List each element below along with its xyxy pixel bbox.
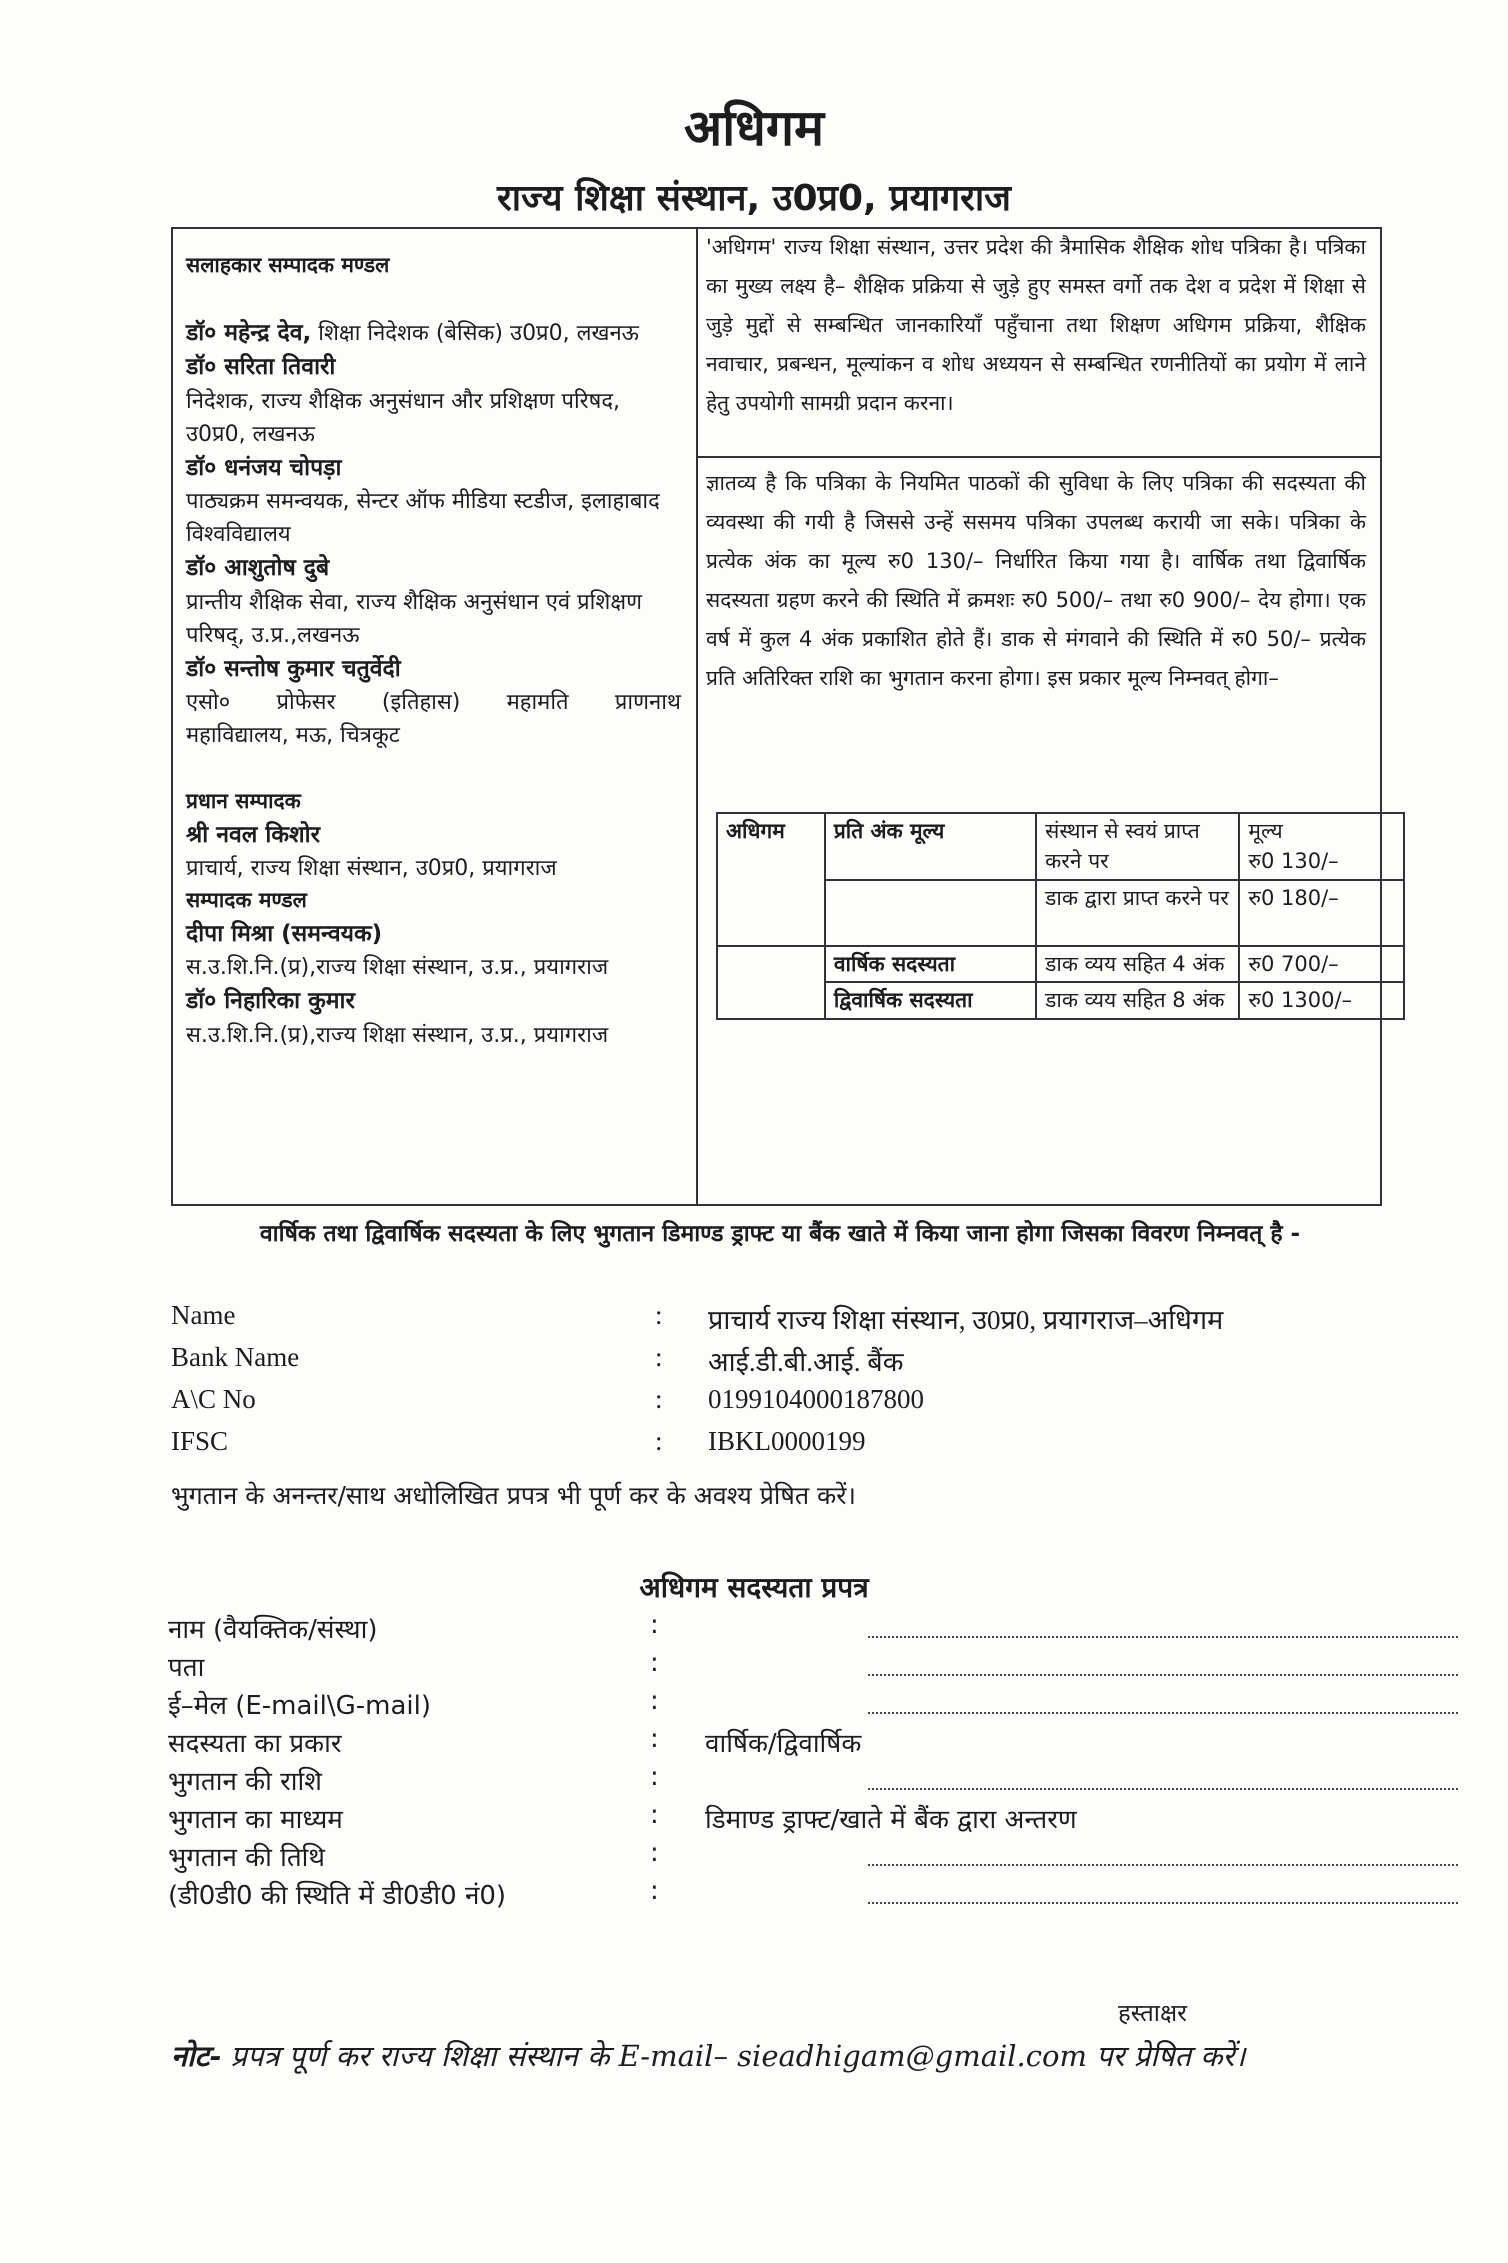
chief-editor-heading: प्रधान सम्पादक: [186, 789, 301, 813]
bank-name-label: Bank Name: [171, 1342, 300, 1372]
editorial-board-heading: सम्पादक मण्डल: [186, 888, 307, 912]
about-paragraph: 'अधिगम' राज्य शिक्षा संस्थान, उत्तर प्रदेश की त्रैमासिक शैक्षिक शोध पत्रिका है। पत्रिका का मुख्य लक्ष्य है– शैक्षिक प्रक्रिया से जुड़े हुए समस्त वर्गो तक देश व प्रदेश में शिक्षा से जुड़े मुद्दों से सम्बन्धित जानकारियाँ पहुँचाना तथा शिक्षण अधिगम प्रक्रिया, शैक्षिक नवाचार, प्रबन्धन, मूल्यांकन व शोध अध्ययन से सम्बन्धित रणनीतियों का प्रयोग में लाने हेतु उपयोगी सामग्री प्रदान करना।: [706, 235, 1366, 415]
table-cell: डाक व्यय सहित 8 अंक: [1036, 982, 1239, 1018]
bank-row: [171, 1384, 1371, 1426]
editorial-board-column: [186, 250, 681, 1052]
advisory-member-4-role: प्रान्तीय शैक्षिक सेवा, राज्य शैक्षिक अनुसंधान एवं प्रशिक्षण परिषद्, उ.प्र.,लखनऊ: [186, 589, 643, 648]
field-label: भुगतान की तिथि: [168, 1843, 326, 1873]
column-divider: [696, 227, 698, 1206]
member-role: शिक्षा निदेशक (बेसिक) उ0प्र0, लखनऊ: [311, 320, 639, 346]
form-row: [168, 1648, 1368, 1686]
membership-form: [168, 1610, 1368, 1914]
subscription-paragraph: ज्ञातव्य है कि पत्रिका के नियमित पाठकों की सुविधा के लिए पत्रिका की सदस्यता की व्यवस्था की गयी है जिससे उन्हें ससमय पत्रिका उपलब्ध करायी जा सके। पत्रिका के प्रत्येक अंक का मूल्य रु0 130/– निर्धारित किया गया है। वार्षिक तथा द्विवार्षिक सदस्यता ग्रहण करने की स्थिति में क्रमशः रु0 500/– तथा रु0 900/– देय होगा। एक वर्ष में कुल 4 अंक प्रकाशित होते हैं। डाक से मंगवाने की स्थिति में रु0 50/– प्रत्येक प्रति अतिरिक्त राशि का भुगतान करना होगा। इस प्रकार मूल्य निम्नवत् होगा–: [706, 471, 1366, 690]
fill-line[interactable]: [868, 1864, 1458, 1866]
colon: :: [655, 1300, 663, 1330]
advisory-member-5-name: डॉ० सन्तोष कुमार चतुर्वेदी: [186, 655, 401, 682]
colon: :: [655, 1384, 663, 1414]
journal-title: अधिगम: [684, 98, 824, 157]
member-name: डॉ० महेन्द्र देव,: [186, 319, 312, 346]
table-cell: संस्थान से स्वयं प्राप्त करने पर: [1036, 813, 1239, 880]
table-cell: वार्षिक सदस्यता: [825, 946, 1036, 982]
advisory-heading: सलाहकार सम्पादक मण्डल: [186, 253, 390, 277]
footer-note: [171, 2036, 1245, 2075]
bank-row: [171, 1342, 1371, 1384]
row-divider: [696, 456, 1382, 458]
bank-row: [171, 1300, 1371, 1342]
price-table: [716, 812, 1405, 1020]
board-member-2-name: डॉ० निहारिका कुमार: [186, 988, 355, 1014]
fill-line[interactable]: [868, 1788, 1458, 1790]
colon: :: [650, 1876, 659, 1906]
table-cell: [825, 880, 1036, 946]
payment-note: भुगतान के अनन्तर/साथ अधोलिखित प्रपत्र भी पूर्ण कर के अवश्य प्रेषित करें।: [171, 1481, 856, 1510]
table-cell: द्विवार्षिक सदस्यता: [825, 982, 1036, 1018]
bank-details: [171, 1300, 1371, 1468]
chief-editor-name: श्री नवल किशोर: [186, 821, 321, 848]
account-value: 0199104000187800: [708, 1384, 924, 1414]
colon: :: [650, 1838, 659, 1868]
fill-line[interactable]: [868, 1902, 1458, 1904]
advisory-member-5-role-line1: एसो० प्रोफेसर (इतिहास) महामति प्राणनाथ: [186, 690, 681, 715]
colon: :: [650, 1686, 659, 1716]
field-label: भुगतान का माध्यम: [168, 1805, 343, 1835]
ifsc-value: IBKL0000199: [708, 1426, 866, 1456]
field-label: सदस्यता का प्रकार: [168, 1729, 342, 1759]
board-member-1-role: स.उ.शि.नि.(प्र),राज्य शिक्षा संस्थान, उ.प्र., प्रयागराज: [186, 955, 609, 980]
table-cell: अधिगम: [717, 813, 825, 946]
chief-editor-role: प्राचार्य, राज्य शिक्षा संस्थान, उ0प्र0, प्रयागराज: [186, 856, 557, 881]
ifsc-label: IFSC: [171, 1426, 229, 1456]
price-value: रु0 130/–: [1248, 849, 1339, 874]
field-value: डिमाण्ड ड्राफ्ट/खाते में बैंक द्वारा अन्तरण: [705, 1805, 1077, 1835]
colon: :: [655, 1426, 663, 1456]
fill-line[interactable]: [868, 1636, 1458, 1638]
board-member-2-role: स.उ.शि.नि.(प्र),राज्य शिक्षा संस्थान, उ.प्र., प्रयागराज: [186, 1022, 609, 1048]
price-header: मूल्य: [1248, 819, 1283, 843]
table-cell: [717, 946, 825, 1019]
form-row: [168, 1686, 1368, 1724]
advisory-member-3-role: पाठ्यक्रम समन्वयक, सेन्टर ऑफ मीडिया स्टडीज, इलाहाबाद विश्वविद्यालय: [186, 489, 660, 547]
field-label: नाम (वैयक्तिक/संस्था): [168, 1615, 378, 1645]
account-label: A\C No: [171, 1384, 256, 1414]
payment-heading: वार्षिक तथा द्विवार्षिक सदस्यता के लिए भुगतान डिमाण्ड ड्राफ्ट या बैंक खाते में किया जाना होगा जिसका विवरण निम्नवत् है -: [259, 1221, 1301, 1247]
table-cell: प्रति अंक मूल्य: [825, 813, 1036, 880]
name-value: प्राचार्य राज्य शिक्षा संस्थान, उ0प्र0, प्रयागराज–अधिगम: [708, 1305, 1224, 1335]
fill-line[interactable]: [868, 1712, 1458, 1714]
advisory-member-1: [186, 316, 681, 351]
board-member-1-name: दीपा मिश्रा (समन्वयक): [186, 920, 383, 947]
advisory-member-2-role: निदेशक, राज्य शैक्षिक अनुसंधान और प्रशिक्षण परिषद, उ0प्र0, लखनऊ: [186, 388, 621, 447]
field-label: पता: [168, 1653, 205, 1683]
table-cell: डाक द्वारा प्राप्त करने पर: [1036, 880, 1239, 946]
form-row: [168, 1724, 1368, 1762]
field-value: वार्षिक/द्विवार्षिक: [705, 1729, 862, 1759]
advisory-member-2-name: डॉ० सरिता तिवारी: [186, 354, 336, 380]
form-row: [168, 1838, 1368, 1876]
form-row: [168, 1876, 1368, 1914]
bank-row: [171, 1426, 1371, 1468]
table-cell: रु0 700/–: [1239, 946, 1404, 982]
table-row: [717, 813, 1404, 880]
colon: :: [655, 1342, 663, 1372]
name-label: Name: [171, 1300, 236, 1330]
colon: :: [650, 1610, 659, 1640]
institute-subtitle: राज्य शिक्षा संस्थान, उ0प्र0, प्रयागराज: [497, 178, 1011, 219]
table-cell: डाक व्यय सहित 4 अंक: [1036, 946, 1239, 982]
field-label: भुगतान की राशि: [168, 1767, 322, 1797]
advisory-member-4-name: डॉ० आशुतोष दुबे: [186, 555, 330, 581]
table-row: [717, 946, 1404, 982]
form-row: [168, 1762, 1368, 1800]
note-label: नोट-: [171, 2039, 222, 2073]
form-row: [168, 1610, 1368, 1648]
field-label: ई–मेल (E-mail\G-mail): [168, 1691, 432, 1721]
colon: :: [650, 1724, 659, 1754]
colon: :: [650, 1648, 659, 1678]
colon: :: [650, 1762, 659, 1792]
table-cell: रु0 180/–: [1239, 880, 1404, 946]
bank-name-value: आई.डी.बी.आई. बैंक: [708, 1347, 904, 1377]
advisory-member-5-role-line2: महाविद्यालय, मऊ, चित्रकूट: [186, 723, 400, 748]
advisory-member-3-name: डॉ० धनंजय चोपड़ा: [186, 454, 342, 481]
table-cell: [1239, 813, 1404, 880]
fill-line[interactable]: [868, 1674, 1458, 1676]
form-title: अधिगम सदस्यता प्रपत्र: [639, 1571, 869, 1604]
signature-label: हस्ताक्षर: [1118, 1999, 1187, 2027]
table-cell: रु0 1300/–: [1239, 982, 1404, 1018]
field-label: (डी0डी0 की स्थिति में डी0डी0 नं0): [168, 1881, 507, 1911]
form-row: [168, 1800, 1368, 1838]
colon: :: [650, 1800, 659, 1830]
note-text: प्रपत्र पूर्ण कर राज्य शिक्षा संस्थान के E-mail– sieadhigam@gmail.com पर प्रेषित करें।: [221, 2039, 1246, 2073]
